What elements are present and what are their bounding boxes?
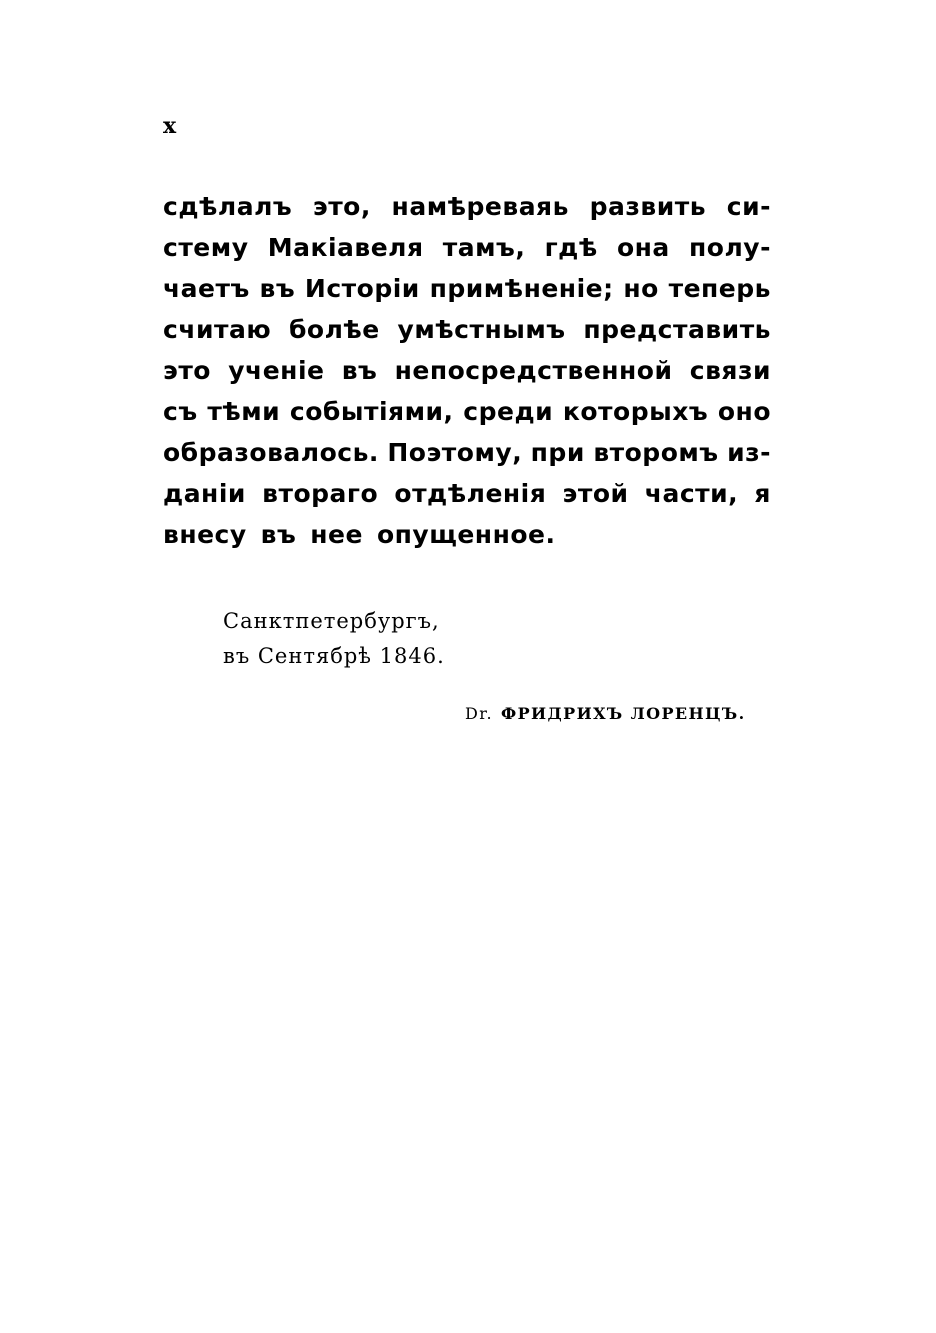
word: въ xyxy=(260,520,297,549)
word: умѣстнымъ xyxy=(397,315,566,344)
word: считаю xyxy=(163,315,272,344)
text-line xyxy=(163,432,771,473)
word: примѣненіе; xyxy=(429,274,614,303)
place-line: Санктпетербургъ, xyxy=(223,609,440,633)
author-name: ФРИДРИХЪ ЛОРЕНЦЪ. xyxy=(501,704,746,723)
word: даніи xyxy=(163,479,246,508)
word: представить xyxy=(583,315,771,344)
word: внесу xyxy=(163,520,247,549)
text-line xyxy=(163,268,771,309)
word: оно xyxy=(717,397,771,426)
date-line: въ Сентябрѣ 1846. xyxy=(223,644,445,668)
text-line xyxy=(163,309,771,350)
word: связи xyxy=(689,356,771,385)
word: стему xyxy=(163,233,249,262)
word: втораго xyxy=(262,479,379,508)
word: это, xyxy=(312,192,371,221)
text-line xyxy=(163,350,771,391)
author-title: Dr. xyxy=(465,704,494,723)
word: Макіавеля xyxy=(267,233,424,262)
word: ученіе xyxy=(228,356,325,385)
word: которыхъ xyxy=(562,397,709,426)
word: тѣми xyxy=(207,397,281,426)
word: си- xyxy=(726,192,771,221)
word: чаетъ xyxy=(163,274,250,303)
text-line xyxy=(163,514,771,555)
word: она xyxy=(616,233,670,262)
word: гдѣ xyxy=(544,233,598,262)
word: этой xyxy=(562,479,629,508)
text-line xyxy=(163,473,771,514)
word: части, xyxy=(644,479,739,508)
body-paragraph xyxy=(163,186,771,555)
word: при xyxy=(530,438,585,467)
word: непосредственной xyxy=(394,356,673,385)
text-line xyxy=(163,391,771,432)
word: это xyxy=(163,356,211,385)
word: съ xyxy=(163,397,198,426)
word: тамъ, xyxy=(442,233,526,262)
word: болѣе xyxy=(288,315,380,344)
word: второмъ xyxy=(593,438,719,467)
word: теперь xyxy=(668,274,771,303)
word: отдѣленія xyxy=(394,479,547,508)
word: полу- xyxy=(689,233,771,262)
word: я xyxy=(754,479,771,508)
word: Исторіи xyxy=(304,274,420,303)
word: образовалось. xyxy=(163,438,379,467)
page-number: x xyxy=(163,113,177,139)
word: нее xyxy=(310,520,363,549)
word: сдѣлалъ xyxy=(163,192,293,221)
text-line xyxy=(163,186,771,227)
word: Поэтому, xyxy=(387,438,523,467)
word: опущенное. xyxy=(376,520,556,549)
word: развить xyxy=(589,192,707,221)
word: событіями, xyxy=(289,397,454,426)
word: намѣреваяь xyxy=(391,192,569,221)
word: среди xyxy=(463,397,554,426)
word: въ xyxy=(259,274,296,303)
place-date-block xyxy=(223,604,445,674)
author-signature xyxy=(465,704,746,723)
text-line xyxy=(163,227,771,268)
word: въ xyxy=(341,356,378,385)
word: но xyxy=(623,274,659,303)
word: из- xyxy=(727,438,771,467)
